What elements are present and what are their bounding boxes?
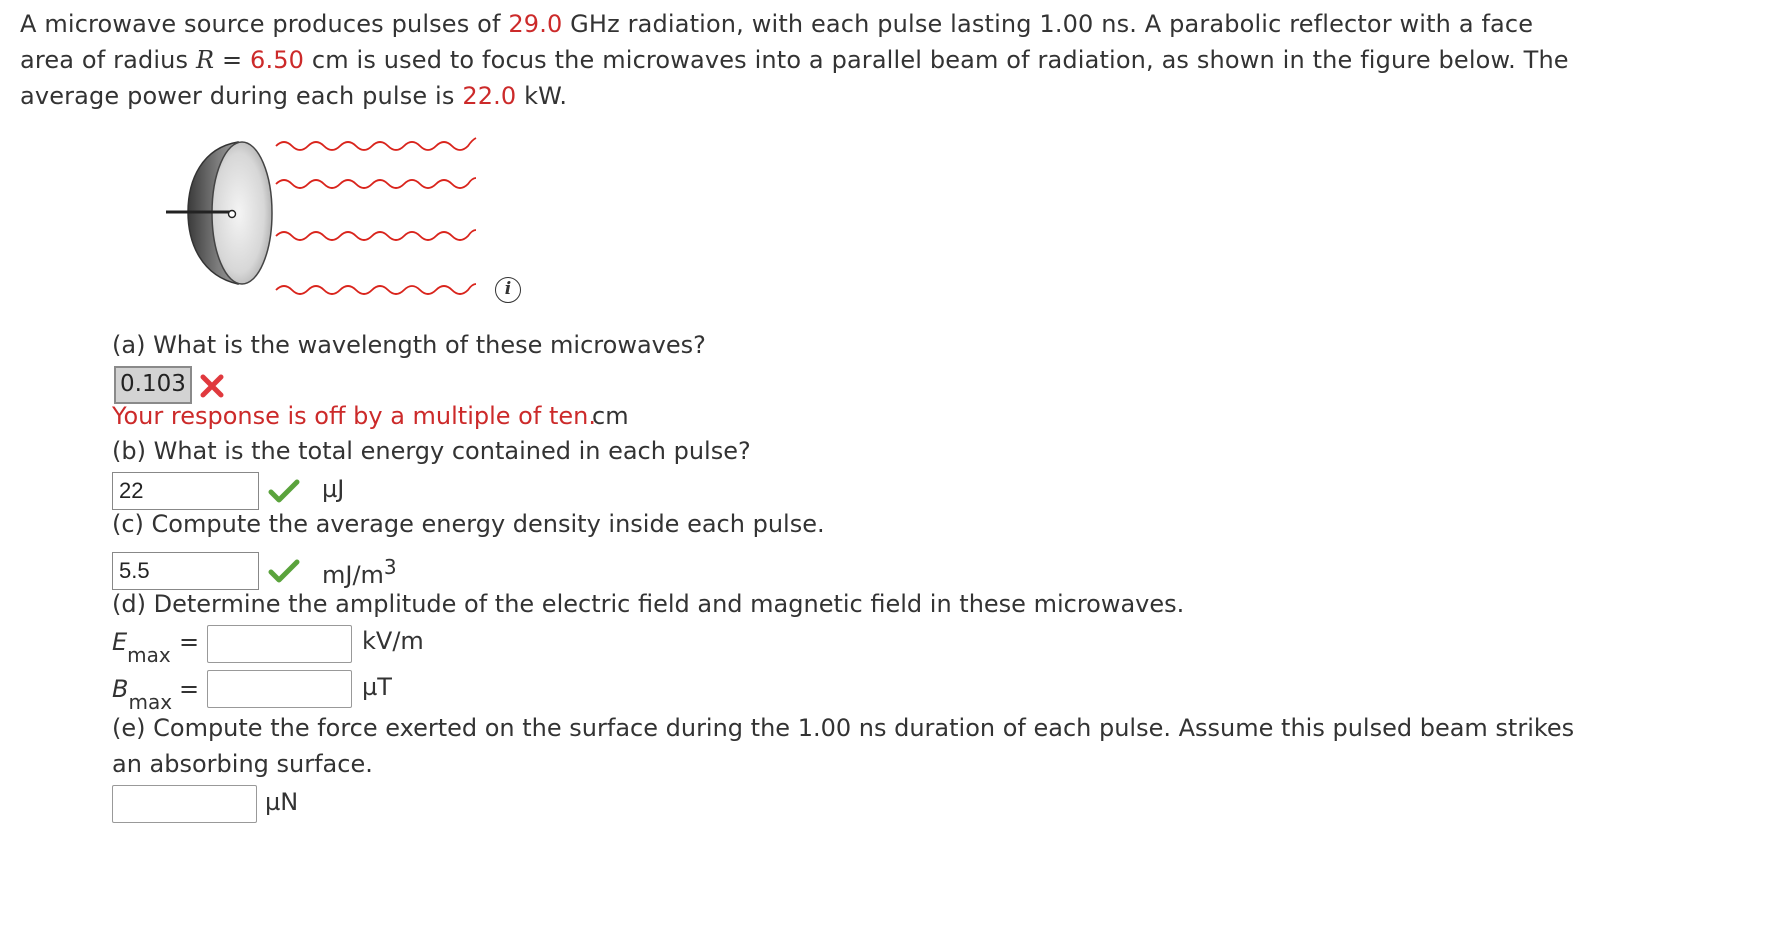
- e-max-label: [112, 628, 171, 667]
- problem-text: =: [214, 46, 251, 74]
- microwave-beams: [276, 138, 476, 294]
- b-equals: =: [179, 675, 200, 703]
- b-max-unit: µT: [362, 673, 392, 701]
- incorrect-cross-icon: [200, 374, 224, 398]
- b-variable: B: [112, 675, 129, 703]
- frequency-value: 29.0: [508, 10, 563, 38]
- part-c-unit-base: mJ/m: [322, 561, 384, 589]
- parabolic-reflector-figure: [160, 120, 540, 310]
- problem-statement: [20, 6, 1580, 114]
- correct-check-icon: [268, 478, 300, 504]
- part-c-answer[interactable]: 5.5: [112, 552, 259, 590]
- radius-value: 6.50: [250, 46, 305, 74]
- e-max-unit: kV/m: [362, 627, 424, 655]
- e-max-input[interactable]: [207, 625, 352, 663]
- wave-4: [276, 284, 476, 294]
- e-variable: E: [112, 628, 128, 656]
- part-a-unit: cm: [592, 402, 629, 430]
- part-c-unit-exponent: 3: [383, 555, 397, 579]
- problem-text: cm is used to focus the microwaves into a parallel beam of radiation, as shown in the figure below. The average power during each pulse is: [20, 46, 1569, 110]
- part-e-unit: µN: [265, 788, 299, 816]
- part-a-feedback: Your response is off by a multiple of ten.: [112, 402, 596, 430]
- e-equals: =: [179, 628, 200, 656]
- b-max-input[interactable]: [207, 670, 352, 708]
- e-subscript: max: [127, 643, 171, 667]
- part-b-question: (b) What is the total energy contained in each pulse?: [112, 437, 751, 465]
- part-a-answer[interactable]: 0.103: [114, 366, 192, 404]
- part-e-question-line2: an absorbing surface.: [112, 750, 373, 778]
- part-b-unit: µJ: [322, 475, 345, 503]
- info-icon[interactable]: i: [495, 277, 521, 303]
- part-a-question: (a) What is the wavelength of these microwaves?: [112, 331, 706, 359]
- wave-3: [276, 230, 476, 240]
- correct-check-icon: [268, 558, 300, 584]
- wave-1: [276, 138, 476, 150]
- b-max-label: [112, 675, 173, 714]
- feed-point: [229, 211, 236, 218]
- part-e-input[interactable]: [112, 785, 257, 823]
- problem-text: A microwave source produces pulses of: [20, 10, 509, 38]
- b-subscript: max: [128, 690, 173, 714]
- problem-text: kW.: [516, 82, 568, 110]
- wave-2: [276, 178, 476, 188]
- part-d-question: (d) Determine the amplitude of the electric field and magnetic field in these microwaves.: [112, 590, 1185, 618]
- part-e-question-line1: (e) Compute the force exerted on the surface during the 1.00 ns duration of each pulse. Assume this pulsed beam strikes: [112, 714, 1575, 742]
- part-b-answer[interactable]: 22: [112, 472, 259, 510]
- part-c-question: (c) Compute the average energy density inside each pulse.: [112, 510, 825, 538]
- power-value: 22.0: [462, 82, 517, 110]
- problem-text: GHz radiation, with each pulse lasting 1.00 ns. A parabolic reflector with a face area of radius: [20, 10, 1534, 74]
- part-c-unit: [322, 555, 397, 589]
- radius-variable: R: [195, 46, 215, 74]
